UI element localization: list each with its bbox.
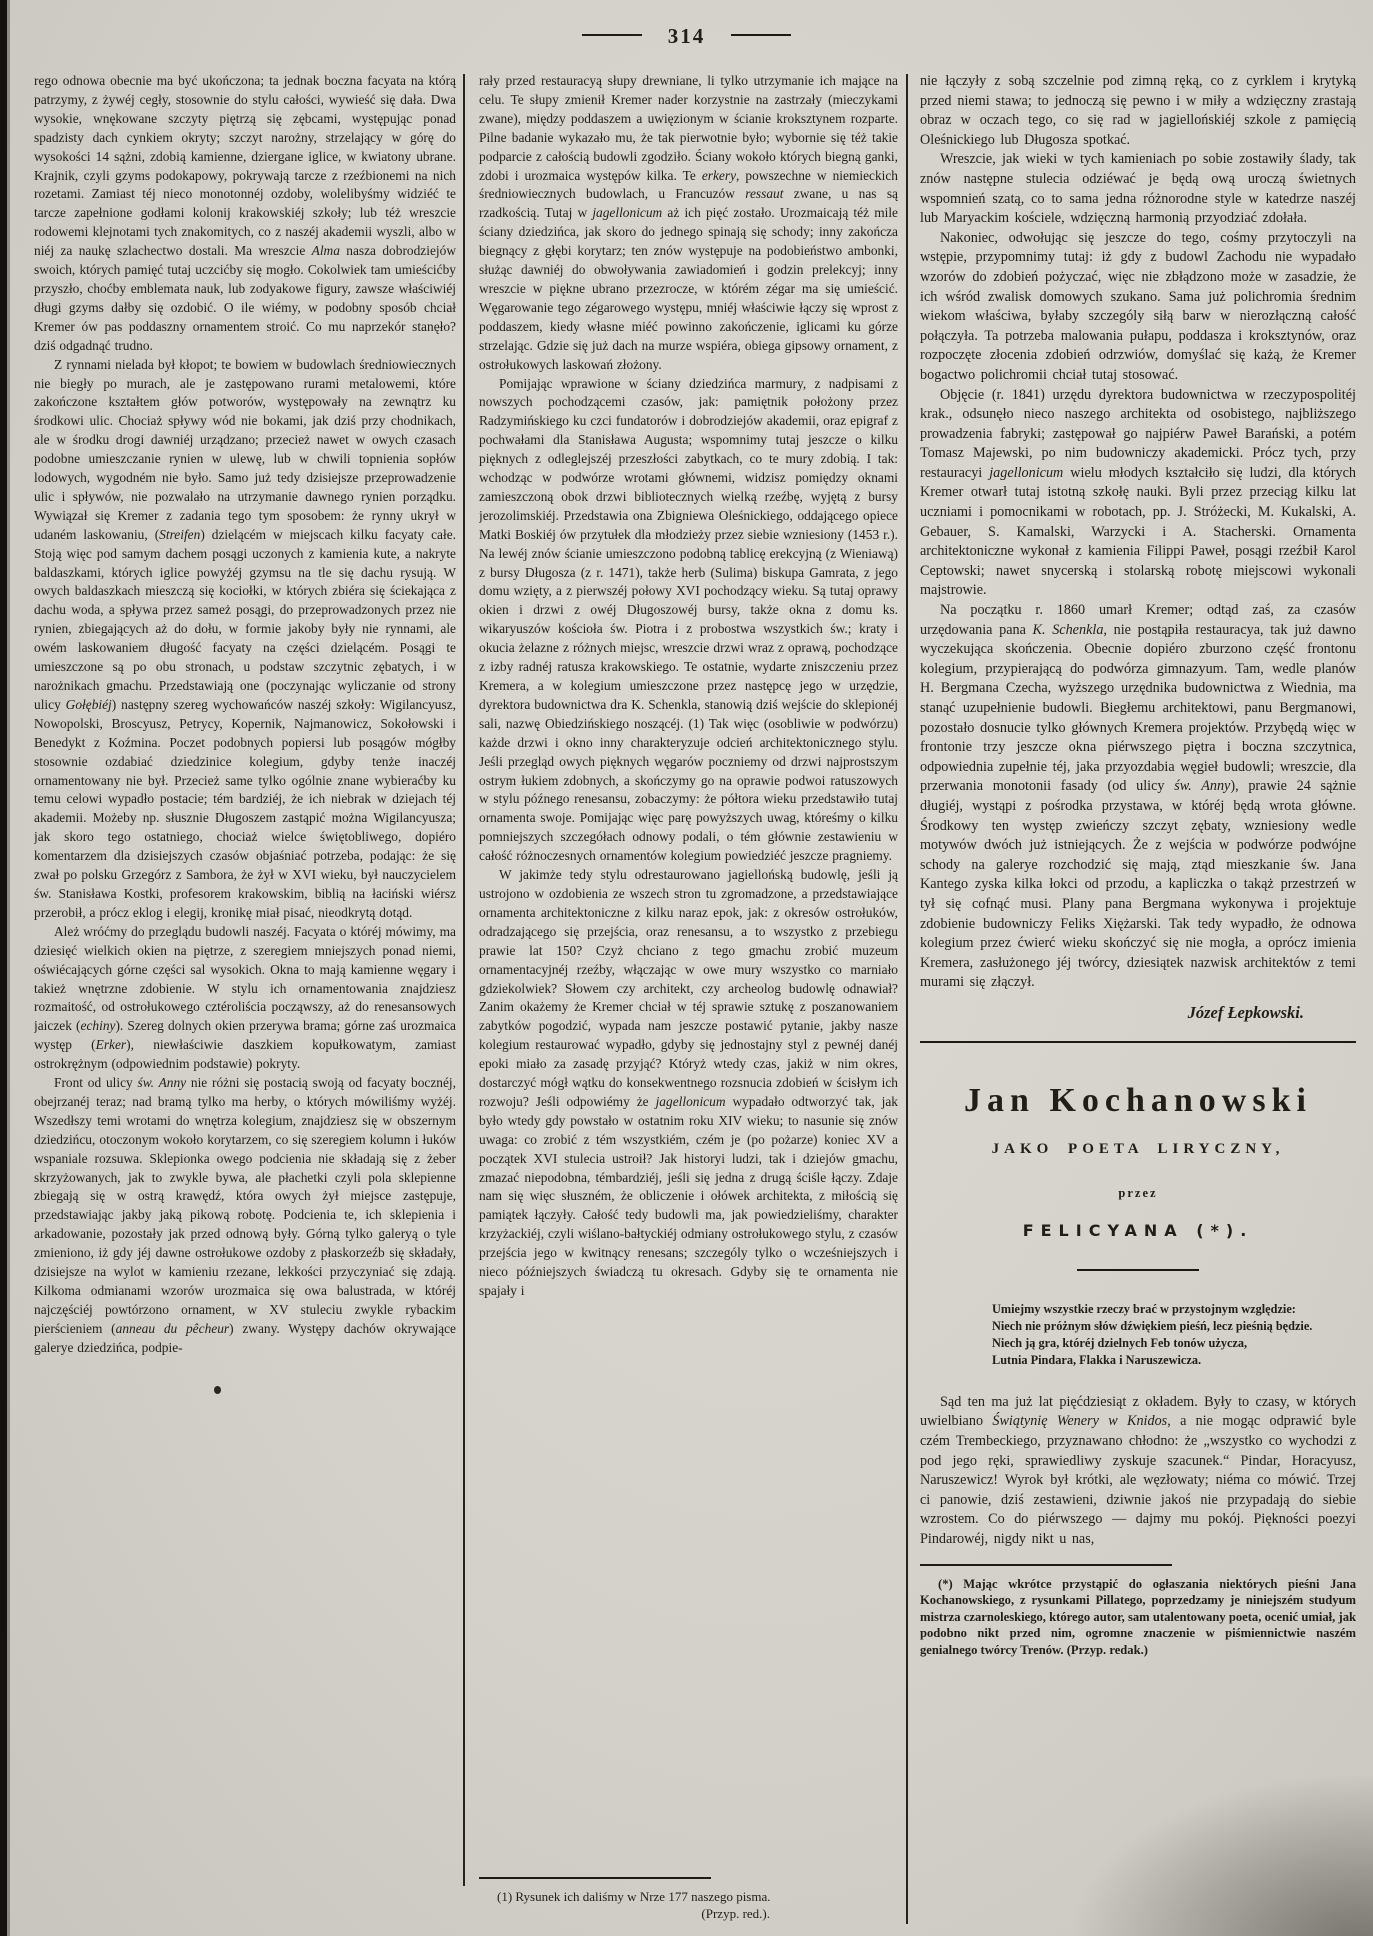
paragraph: Na początku r. 1860 umarł Kremer; odtąd zaś, za czasów urzędowania pana K. Schenkla, nie postąpiła restauracya, tak już dawno wyczekująca skończenia. Obecnie dopiéro zburzono część frontonu kolegium, przypierającą do podwórza gimnazyum. Tam, wedle planów H. Bergmana Czecha, wyższego urzędnika budownictwa z Wiednia, ma stanąć uzupełnienie budowli. Biegłemu architektowi, panu Bergmanowi, pozostało dosnucie tylko głównych Kremera projektów. Przybędą więc w frontonie trzy jeszcze okna piérwszego piętra i boczna szczytnica, odpowiednia zupełnie téj, jaka przyozdabia węgieł budowli; wreszcie, dla przerwania monotonii fasady (od ulicy św. Anny), prawie 24 sążnie długiéj, wystąpi z pośrodka przystawa, w któréj będą wrota główne. Środkowy ten występ zwieńczy szczyt zębaty, wzniesiony wedle motywów dwóch już istniejących. Że z wejścia w podwórze podwójne schody na galerye rozchodzić się mają, ztąd mieszkanie św. Jana Kantego zyska kilka łokci od przodu, a kapliczka o takąż przestrzeń w tył się cofnąć musi. Plany pana Bergmana wykonywa i projektuje zdobienie budowniczy Feliks Xiężarski. Tak tedy wypadło, że odnowa kolegium przez ćwierć wieku skończyć się nie mogła, a oprócz imienia Kremera, zasłużonego jéj twórcy, dziesiątek nazwisk architektów z temi murami się złączył. [920, 602, 1356, 991]
column-rule-2 [906, 74, 908, 1924]
epigraph-line: Lutnia Pindara, Flakka i Naruszewicza. [992, 1352, 1202, 1367]
footnote-2 [920, 1564, 1356, 1659]
paragraph: Sąd ten ma już lat pięćdziesiąt z okładem. Były to czasy, w których uwielbiano Świątynię Wenery w Knidos, a nie mogąc odprawić byle czém Trembeckiego, przyznawano chłodno: że „wszystko co wychodzi z pod jego ręki, sprawiedliwy zyskuje szacunek.“ Pindar, Horacyusz, Naruszewicz! Wyrok był krótki, ale węzłowaty; niéma co mówić. Trzej ci panowie, dziś zestawieni, dziwnie jakoś nie przypadają do siebie wzrostem. Co do piérwszego — dajmy mu pokój. Piękności poezyi Pindarowéj, nigdy nikt u nas, [920, 1393, 1356, 1548]
article2-subtitle: JAKO POETA LIRYCZNY, [991, 1141, 1285, 1158]
paragraph: Z rynnami nielada był kłopot; te bowiem w budowlach średniowiecznych nie biegły po murach, ale je zastępowano rurami metalowemi, które zakończone kształtem głów potworów, występowały na zewnątrz ku środkowi ulic. Chociaż spływy wód nie bokami, jak dziś przy chodnikach, ale w środku drogi dawniéj urządzano; przecież nawet w owych czasach podobne umieszczanie rynien w ulewę, lub w chwili topnienia sopłów lodowych, wygodném nie było. Samo już tedy dzisiejsze przeprowadzenie ulic i spływów, nie pozwalało na utrzymanie dawnego rynien porządku. Wywiązał się Kremer z zadania tego tym sposobem: że rynny ukrył w udaném laskowaniu, (Streifen) dzielącém w miejscach kilku facyaty całe. Stoją więc pod samym dachem posągi uczonych z kamienia kute, a nakryte baldaszkami, których iglice powyżéj gzymsu na tle się dachu rysują. W owych baldaszkach mieszczą się kociołki, w których zbiéra się ściekająca z dachu woda, a spływa przez sameż posągi, do przeprowadzonych przez nie rynien, zbiegających aż do dołu, w formie jakoby były nie rynnami, ale owém laskowaniem długość facyaty na części dzielącém. Posągi te umieszczone są po obu stronach, u podstaw szczytnic zębatych, i w narożnikach gmachu. Przedstawiają one (poczynając wyliczanie od strony ulicy Gołębiéj) następny szereg wychowańców naszéj szkoły: Wigilancyusz, Nowopolski, Broscyusz, Petrycy, Kopernik, Najmanowicz, Sokołowski i Benedykt z Koźmina. Poczet podobnych popiersi lub posągów mógłby stosownie ozdabiać dziedzinice kolegium, gdyby tenże inaczéj ornamentowany nie był. Przecież same tylko ogólnie znane wybieraćby ku temu celowi wypadło postacie; tém bardziéj, że ich niebrak w dziejach téj akademii. Możeby np. słusznie Długoszem zastąpić można Wigilancyusza; jak skoro tego ostatniego, chociaż wielce świętobliwego, dopiéro komentarzem dla dzisiejszych czasów objaśniać potrzeba, podając: że się zwał po polsku Grzegórz z Sambora, że żył w XVI wieku, był nauczycielem św. Stanisława Kostki, profesorem krakowskim, biblią na łaciński wiérsz przerobił, a prócz eklog i elegij, kronikę miał pisać, nieodkrytą dotąd. [34, 356, 456, 920]
footnote-1 [479, 1877, 898, 1922]
article2-body [920, 1393, 1356, 1550]
epigraph-line: Niech ją gra, któréj dzielnych Feb tonów użycza, [992, 1335, 1248, 1350]
paragraph: Objęcie (r. 1841) urzędu dyrektora budownictwa w rzeczypospolitéj krak., odsunęło nieco naszego architekta od osobistego, najbliższego prowadzenia fabryki; zastępował go najpiérw Paweł Barański, a potém Tomasz Majewski, po nim budowniczy akademicki. Prócz tych, przy restauracyi jagellonicum wielu młodych kształciło się ludzi, dla których Kremer otwarł tutaj istotną szkołę nauki. Byli przez przeciąg kilku lat uczniami i pomocnikami w robotach, pp. J. Stróżecki, M. Kukalski, A. Gebauer, S. Kamalski, Warzycki i A. Stacherski. Ornamenta architektoniczne wykonał z kamienia Filippi Paweł, posągi rzeźbił Karol Ceptowski; nawet snycerską i stolarską robotę miejscowi wykonali majstrowie. [920, 386, 1356, 599]
footnote-attribution: (Przyp. red.). [701, 1905, 770, 1921]
article-signature: Józef Łepkowski. [1187, 1002, 1304, 1022]
article2-byline-prefix: przez [1118, 1185, 1158, 1200]
article-divider-rule [920, 1041, 1356, 1043]
article2-short-rule [1077, 1269, 1199, 1271]
article2-epigraph [992, 1301, 1356, 1369]
column-2-body [479, 72, 898, 1301]
page-number: 314 [667, 24, 706, 48]
epigraph-line: Niech nie próżnym słów dźwiękiem pieśń, lecz pieśnią będzie. [992, 1318, 1313, 1333]
scan-edge [0, 0, 7, 1936]
column-2 [479, 72, 898, 1928]
footnote-rule [920, 1564, 1172, 1566]
column-1 [34, 72, 456, 1900]
paragraph: Nakoniec, odwołując się jeszcze do tego, cośmy przytoczyli na wstępie, przypomnimy tutaj: iż gdy z budowl Zachodu nie wypadało wzorów do zdobień pożyczać, więc nie zbłądzono może w zasadzie, że ich wśród zwalisk domowych szukano. Sama już polichromia średnim wiekom właściwa, byłaby szczególy siłą barw w nierozłączną całość połączyła. Ta potrzeba malowania pułapu, poddasza i kroksztynów, oraz rozpoczęte złocenia zdobień odrzwiów, domyślać się każą, że Kremer bogactwo polichromii chciał tutaj stosować. [920, 229, 1356, 383]
article2-byline: FELICYANA (*). [1022, 1221, 1254, 1241]
header-dash-left [582, 34, 642, 36]
paragraph: rały przed restauracyą słupy drewniane, li tylko utrzymanie ich mające na celu. Te słupy zmienił Kremer nader korzystnie na zastrzały (mieczykami zwane), między poddaszem a uwięzionym w ścianie kroksztynem rozparte. Pilne badanie wykazało mu, że tak pierwotnie było; wybornie się téż takie podparcie z całością budowli zgodziło. Ściany wokoło których biegną ganki, zdobi i urozmaica występów kilka. Te erkery, powszechne w niemieckich średniowiecznych budowlach, u Francuzów ressaut zwane, u nas są rzadkością. Tutaj w jagellonicum aż ich pięć zostało. Urozmaicają téż mile ściany dziedzińca, jak skoro do jednego spinają się schody; inny zakończa biegnący z głębi korytarz; ten znów występuje na podobieństwo ambonki, służąc dawniéj do obwoływania zawiadomień i godzin prelekcyj; inny wreszcie w piękne ubrano przezrocze, w którém zégar ma się umieścić. Węgarowanie tego zégarowego występu, mniéj właściwie łączy się wprost z poddaszem, kiedy własne miéć powinno zakończenie, iglicami ku górze strzelając. Gdzie się już dach na murze wspiéra, obiega gipsowy ornament, z ostrołukowych laskowań złożony. [479, 73, 898, 372]
paragraph: nie łączyły z sobą szczelnie pod zimną ręką, co z cyrklem i krytyką przed niemi stawa; to jednoczą się pewno i w miły a wdzięczny zrastają obraz w oczach tego, co się rad w jagiellońskiéj szkole z pamięcią Oleśnickiego lub Długosza spotkać. [920, 73, 1356, 148]
page-header [0, 24, 1373, 49]
footnote-text: (*) Mając wkrótce przystąpić do ogłaszania niektórych pieśni Jana Kochanowskiego, z rysunkami Pillatego, poprzedzamy je niniejszém studyum mistrza czarnoleskiego, którego autor, sam utalentowany poeta, ocenić umiał, jak podobno nikt przed nim, ogromne znaczenie w piśmiennictwie naszém genialnego twórcy Trenów. (Przyp. redak.) [920, 1576, 1356, 1657]
paragraph: Front od ulicy św. Anny nie różni się postacią swoją od facyaty bocznéj, obejrzanéj teraz; nad bramą tylko ma herby, o których mówiliśmy wyżéj. Wszedłszy temi wrotami do wnętrza kolegium, znajdziesz się w obszernym dziedzińcu, otoczonym wokoło korytarzem, co się szeregiem kolumn i łuków wspaniale rozsuwa. Sklepionka owego podcienia nie składają się z żeber skrzyżowanych, jak to zwykle bywa, ale płachetki czyli pola sklepienne zbiegają się w ostrą krawędź, która owych żył miejsce zastępuje, przedstawiając jakby jaką pikową robotę. Podcienia te, ich sklepienia i arkadowanie, pozostały jak przed odnową były. Górną tylko galeryą o tyle zmieniono, iż gdy jéj dawne ostrołukowe ozdoby z płaskorzeźb się składały, dzisiejsze na wylot w kamieniu rzezane, lekkości przyczyniać się zdają. Kilkoma odmianami wzorów urozmaica się owa balustrada, w któréj najczęściéj powtórzono ornament, w XV stuleciu zwykle rybackim pierścieniem (anneau du pêcheur) zwany. Występy dachów okrywające galerye dziedzińca, podpie- [34, 1075, 456, 1355]
footnote-text: (1) Rysunek ich daliśmy w Nrze 177 naszego pisma. [497, 1888, 771, 1904]
epigraph-line: Umiejmy wszystkie rzeczy brać w przystojnym względzie: [992, 1301, 1296, 1316]
header-dash-right [731, 34, 791, 36]
paragraph: W jakimże tedy stylu odrestaurowano jagiellońską budowlę, jeśli ją ustrojono w ozdobienia ze wszech stron tu zgromadzone, a przedstawiające ornamenta architektoniczne z kilku naraz epok, jak: z okresów ostrołuków, odradzającego się przejścia, oraz renesansu, a to wszystko z przebiegu prawie lat 150? Czyż chciano z tego gmachu zrobić muzeum ornamentacyjnéj rzeźby, włączając w owe mury wszystko co marniało gdziekolwiek? Słowem czy architekt, czy archeolog budowlę odnawiał? Zanim okażemy że Kremer chciał w téj sprawie sztukę z poszanowaniem zabytków pogodzić, wypada nam jeszcze postawić pytanie, jakby nasze kolegium restaurować wypadło, gdyby się jednostajny styl z pewnéj danéj epoki miało za zasadę przyjąć? Któryż wtedy czas, jakiż w nim okres, dostarczyć mógł wątku do konsekwentnego rozsnucia zdobień w ścisłym ich rozwoju? Jeśli odpowiémy że jagellonicum wypadało odtworzyć tak, jak było wtedy gdy powstało w ostatnim roku XIV wieku; to nasunie się znów uwaga: co zrobić z tém wszystkiém, czém je (po pożarze) koniec XV a początek XVI stulecia ustroił? Jak historyi ludzi, tak i dziejów gmachu, zmazać niepodobna, témbardziéj, jeśli się jedna z drugą ściśle łączy. Zdaje nam się więc słuszném, że obliczenie i ołówek architekta, z miłością się pamiątek łączyły. Całość tedy budowli ma, jak powiedzieliśmy, charakter krzyżackiéj, czyli wiślano-bałtyckiéj odmiany ostrołukowego stylu, z czasów przejścia jego w kwitnący renesans; szczególy tylko o wcześniejszych i nieco późniejszych świadczą tu okresach. Gdyby się te ornamenta nie spajały i [479, 867, 898, 1298]
paragraph: Wreszcie, jak wieki w tych kamieniach po sobie zostawiły ślady, tak znów następne stulecia odziéwać je będą ową uroczą świetnych wspomnień szatą, co to sama jedna różnorodne style w katedrze naszéj lub Maryackim kościele, wdzięczną harmonią przyodziać zdołała. [920, 151, 1356, 227]
column-rule-1 [463, 74, 465, 1886]
column-3-body [920, 72, 1356, 993]
footnote-rule [479, 1877, 711, 1879]
scan-edge-soft [7, 0, 10, 1936]
paragraph: rego odnowa obecnie ma być ukończona; ta jednak boczna facyata na którą patrzymy, z żywéj cegły, stosownie do stylu całości, wywieść się dała. Dwa wysokie, wnękowane szczyty piętrzą się zębcami, występując ponad spadzisty dach cynkiem okryty; szczyt narożny, strzelający w górę do wysokości 14 sążni, zdobią kamienne, dziergane iglice, w kwiatony ubrane. Krajnik, czyli gzyms podokapowy, pokrywają tarcze z rzeźbionemi na nich rozetami. Zamiast téj nieco monotonnéj ozdoby, wolelibyśmy widziéć te tarcze zapełnione godłami kolonij krakowskiéj szkoły; lub téż wreszcie rodowemi klejnotami tych znakomitych, co z naszéj akademii wyszli, albo w niéj za naukę szlachectwo dostali. Ma wreszcie Alma nasza dobrodziejów swoich, których pamięć tutaj uczcićby się mogło. Cokolwiek tam umieścićby przyszło, choćby emblemata nauk, lub zodyakowe figury, zawsze właściwiéj długi gzyms dałby się ozdobić. O ile wiémy, w podobny sposób chciał Kremer ów pas poddaszny ornamentem stroić. Co mu naprzekór stanęło? dziś odgadnąć trudno. [34, 73, 456, 353]
paragraph: Pomijając wprawione w ściany dziedzińca marmury, z nadpisami z nowszych pochodzącemi czasów, jak: pamiętnik położony przez Radzymińskiego ku czci fundatorów i dobrodziejów akademii, oraz epigraf z pochwałami dla Stanisława Augusta; wspomnimy tutaj jeszcze o kilku pięknych z odleglejszéj przeszłości zabytkach, co te mury zdobią. I tak: wchodząc w podwórze wrotami głównemi, widzisz pomiędzy oknami zamieszczoną obok drzwi bibliotecznych wielką rzeźbę, wyjętą z bursy jerozolimskiéj. Przedstawia ona Zbigniewa Oleśnickiego, oddającego opiece Matki Boskiéj ów przytułek dla młodzieży przez siebie wzniesiony (1453 r.). Na lewéj znów ścianie umieszczono podobną tablicę erekcyjną (z Wieniawą) z bursy Długosza (z r. 1471), także herb (Sulima) biskupa Gamrata, z jego domu wzięty, a z pierwszéj połowy XVI pochodzący wieku. Są tutaj oprawy okien i drzwi z owéj Długoszowéj bursy, także okna z domu ks. wikaryuszów kościoła św. Piotra i z probostwa wszystkich św.; kraty i okucia żelazne z różnych miejsc, wreszcie drzwi wraz z oprawą, pochodzące z izby radnéj ratusza krakowskiego. Te ostatnie, wydarte zniszczeniu przez Kremera, a w kolegium umieszczone przez następcę jego w urzędzie, dyrektora budownictwa dra K. Schenkla, stanowią dziś wejście do sklepionéj sali, nazwę Obiedzińskiego noszącéj. (1) Tak więc (osobliwie w podwórzu) każde drzwi i okno inny charakteryzuje odcień architektonicznego stylu. Jeśli przegląd owych pięknych węgarów poczniemy od drzwi najprostszym ostrym łukiem zdobnych, a skończymy go na oprawie podwoi ratuszowych w stylu późnego renesansu, zobaczymy: że półtora wieku przedstawiło tutaj ornamenta swoje. Pomijając więc parę powyższych uwag, któreśmy o kilku pomniejszych szczegółach odnowy podali, o tém głównie zestawieniu w całość różnoczesnych ornamentów kolegium powiedziéć jeszcze pragniemy. [479, 375, 898, 864]
paragraph: Ależ wróćmy do przeglądu budowli naszéj. Facyata o któréj mówimy, ma dziesięć wielkich okien na piętrze, z szeregiem mniejszych ponad niemi, oświécających górne części sal wysokich. Okna to mają kamienne węgary i takież wnętrzne zdobienie. W stylu ich ornamentowania znajdziesz rozmaitość, od ostrołukowego cztéroliścia począwszy, aż do renesansowych jaiczek (echiny). Szereg dolnych okien przerywa brama; górne zaś urozmaica występ (Erker), niewłaściwie daszkiem kopułkowatym, zamiast ostrokrężnym (odpowiednim podstawie) pokryty. [34, 923, 456, 1072]
column-3 [920, 72, 1356, 1930]
article2-title: Jan Kochanowski [964, 1081, 1312, 1119]
